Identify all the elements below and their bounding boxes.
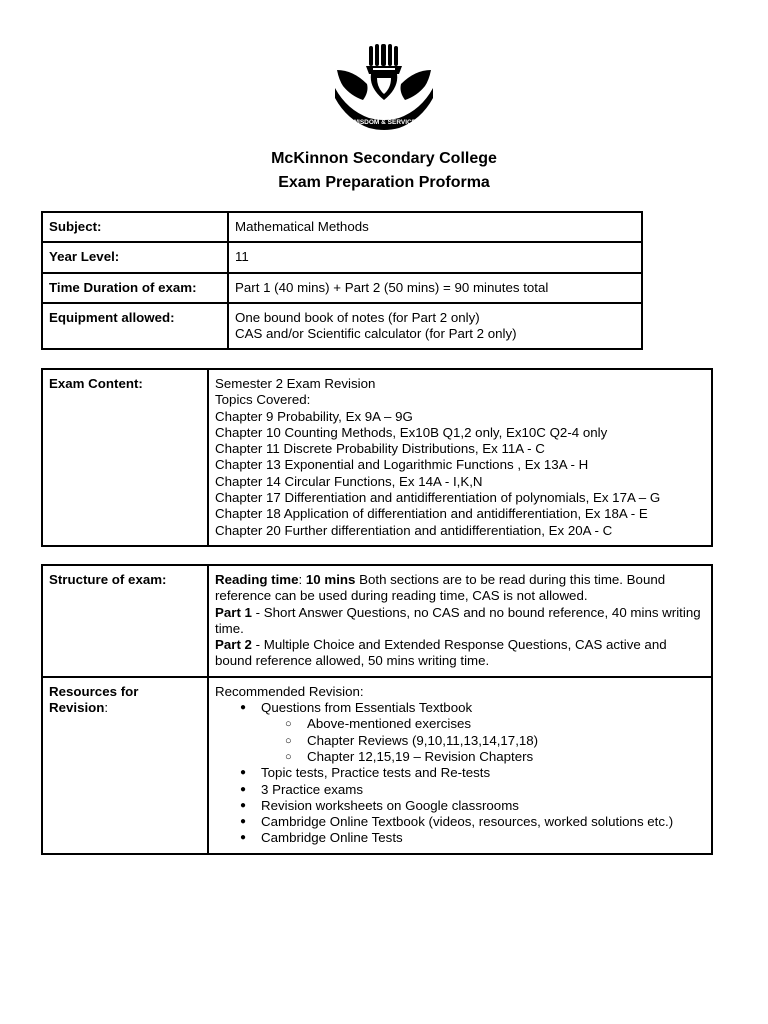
exam-content-table bbox=[41, 368, 713, 547]
resources-label-colon: : bbox=[104, 700, 109, 716]
list-item bbox=[261, 700, 705, 765]
content-line: Chapter 13 Exponential and Logarithmic Functions , Ex 13A - H bbox=[215, 457, 589, 473]
structure-label: Structure of exam: bbox=[42, 565, 208, 677]
duration-label: Time Duration of exam: bbox=[42, 273, 228, 303]
exam-content-value bbox=[208, 369, 712, 546]
subject-label: Subject: bbox=[42, 212, 228, 242]
content-line: Topics Covered: bbox=[215, 392, 311, 408]
exam-details-table bbox=[41, 211, 643, 350]
exam-structure-table bbox=[41, 564, 713, 855]
equipment-line: CAS and/or Scientific calculator (for Part 2 only) bbox=[235, 326, 517, 342]
list-item-text: Questions from Essentials Textbook bbox=[261, 700, 473, 716]
equipment-label: Equipment allowed: bbox=[42, 303, 228, 350]
year-level-value: 11 bbox=[228, 242, 642, 272]
exam-content-label: Exam Content: bbox=[42, 369, 208, 546]
content-line: Chapter 10 Counting Methods, Ex10B Q1,2 only, Ex10C Q2-4 only bbox=[215, 424, 608, 440]
part2-label: Part 2 bbox=[215, 637, 252, 653]
resources-label-line: Revision bbox=[49, 700, 105, 716]
content-line: Chapter 14 Circular Functions, Ex 14A - I,K,N bbox=[215, 473, 483, 489]
equipment-value bbox=[228, 303, 642, 350]
resources-label-line: Resources for bbox=[49, 683, 139, 699]
content-line: Chapter 11 Discrete Probability Distributions, Ex 11A - C bbox=[215, 441, 545, 457]
content-line: Chapter 9 Probability, Ex 9A – 9G bbox=[215, 408, 413, 424]
list-item: ● 3 Practice exams bbox=[261, 782, 705, 798]
resources-list bbox=[215, 700, 705, 847]
list-item: ● Cambridge Online Tests bbox=[261, 830, 705, 846]
reading-time-sep: : bbox=[298, 572, 306, 587]
list-item: ● Topic tests, Practice tests and Re-tests bbox=[261, 765, 705, 781]
structure-value bbox=[208, 565, 712, 677]
equipment-line: One bound book of notes (for Part 2 only) bbox=[235, 309, 480, 325]
school-name: McKinnon Secondary College bbox=[271, 150, 497, 167]
list-item: ○ Chapter Reviews (9,10,11,13,14,17,18) bbox=[307, 733, 705, 749]
table-row bbox=[42, 677, 712, 854]
list-item: ○ Above-mentioned exercises bbox=[307, 716, 705, 732]
logo-motto: WISDOM & SERVICE bbox=[351, 119, 417, 126]
list-item: ● Revision worksheets on Google classrooms bbox=[261, 798, 705, 814]
part1-paragraph bbox=[215, 605, 705, 638]
part2-paragraph bbox=[215, 637, 705, 670]
table-row bbox=[42, 212, 642, 242]
document-title: Exam Preparation Proforma bbox=[278, 174, 490, 191]
duration-value: Part 1 (40 mins) + Part 2 (50 mins) = 90 minutes total bbox=[228, 273, 642, 303]
list-item: ○ Chapter 12,15,19 – Revision Chapters bbox=[307, 749, 705, 765]
table-row bbox=[42, 303, 642, 350]
resources-value bbox=[208, 677, 712, 854]
table-row bbox=[42, 273, 642, 303]
content-line: Chapter 18 Application of differentiation and antidifferentiation, Ex 18A - E bbox=[215, 506, 648, 522]
reading-time-paragraph bbox=[215, 572, 705, 605]
content-line: Semester 2 Exam Revision bbox=[215, 376, 376, 391]
table-row bbox=[42, 565, 712, 677]
subject-value: Mathematical Methods bbox=[228, 212, 642, 242]
part2-text: - Multiple Choice and Extended Response Questions, CAS active and bound reference allowed, 50 mins writing time. bbox=[215, 637, 667, 669]
content-line: Chapter 17 Differentiation and antidifferentiation of polynomials, Ex 17A – G bbox=[215, 490, 661, 506]
table-row bbox=[42, 242, 642, 272]
year-level-label: Year Level: bbox=[42, 242, 228, 272]
resources-label bbox=[42, 677, 208, 854]
reading-time-value: 10 mins bbox=[305, 572, 356, 587]
resources-intro: Recommended Revision: bbox=[215, 683, 364, 699]
reading-time-text: Both sections are to be read during this time. Bound reference can be used during reading time, CAS is not allowed. bbox=[215, 572, 666, 604]
content-line: Chapter 20 Further differentiation and antidifferentiation, Ex 20A - C bbox=[215, 522, 613, 538]
reading-time-label: Reading time bbox=[215, 572, 299, 587]
part1-text: - Short Answer Questions, no CAS and no bound reference, 40 mins writing time. bbox=[215, 604, 701, 636]
school-crest-logo bbox=[333, 44, 435, 130]
list-item: ● Cambridge Online Textbook (videos, resources, worked solutions etc.) bbox=[261, 814, 705, 830]
resources-sublist bbox=[261, 716, 705, 765]
table-row bbox=[42, 369, 712, 546]
part1-label: Part 1 bbox=[215, 604, 252, 620]
